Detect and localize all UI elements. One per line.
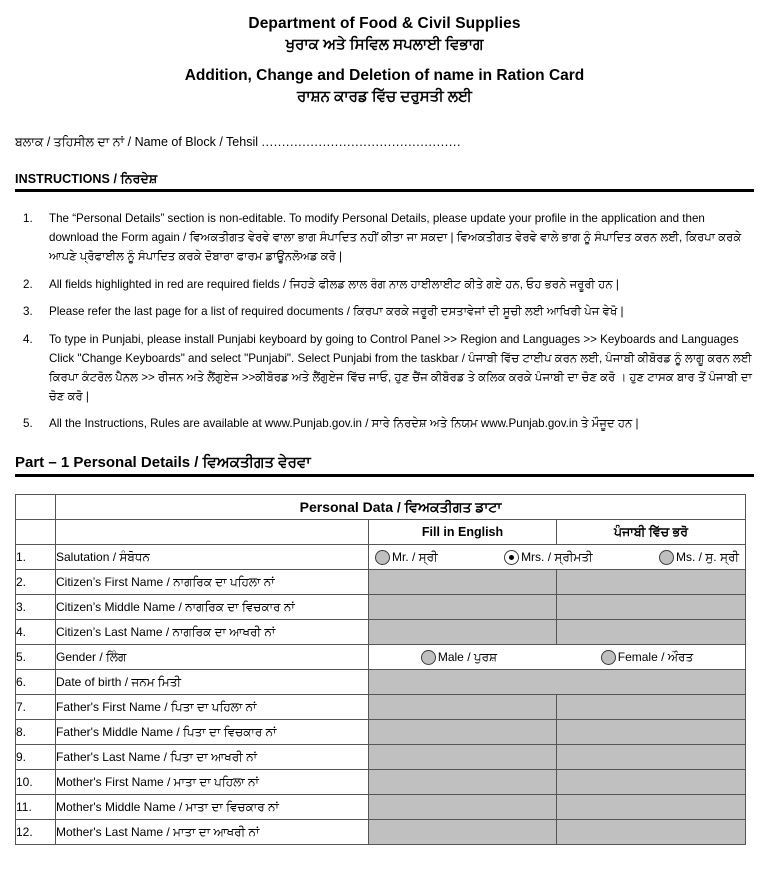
row-number: 8. <box>16 720 56 745</box>
father-last-name-punjabi-field[interactable] <box>557 745 746 770</box>
row-number: 3. <box>16 595 56 620</box>
row-number: 2. <box>16 570 56 595</box>
father-middle-name-english-field[interactable] <box>369 720 557 745</box>
instructions-heading-block <box>15 172 754 192</box>
table-row <box>16 795 746 820</box>
table-row <box>16 695 746 720</box>
row-number: 10. <box>16 770 56 795</box>
banner-empty-cell <box>16 495 56 520</box>
form-title-punjabi: ਰਾਸ਼ਨ ਕਾਰਡ ਵਿੱਚ ਦਰੁਸਤੀ ਲਈ <box>297 88 472 106</box>
personal-data-banner: Personal Data / ਵਿਅਕਤੀਗਤ ਡਾਟਾ <box>56 495 746 520</box>
block-tehsil-dotted-field[interactable]: ................................................. <box>261 135 462 150</box>
table-row <box>16 670 746 695</box>
instruction-number: 5. <box>23 417 33 431</box>
row-label: Mother's Middle Name / ਮਾਤਾ ਦਾ ਵਿਚਕਾਰ ਨਾਂ <box>56 795 369 820</box>
row-number: 9. <box>16 745 56 770</box>
table-row <box>16 720 746 745</box>
citizen-first-name-punjabi-field[interactable] <box>557 570 746 595</box>
radio-icon[interactable] <box>375 550 390 565</box>
row-number: 4. <box>16 620 56 645</box>
row-label: Date of birth / ਜਨਮ ਮਿਤੀ <box>56 670 369 695</box>
row-label: Gender / ਲਿੰਗ <box>56 645 369 670</box>
citizen-first-name-english-field[interactable] <box>369 570 557 595</box>
instruction-number: 4. <box>23 333 33 347</box>
salutation-option-mr[interactable] <box>375 550 438 565</box>
radio-icon[interactable] <box>421 650 436 665</box>
instruction-item <box>15 210 754 266</box>
part1-divider <box>15 474 754 477</box>
instruction-number: 1. <box>23 212 33 226</box>
father-middle-name-punjabi-field[interactable] <box>557 720 746 745</box>
row-number: 7. <box>16 695 56 720</box>
row-number: 6. <box>16 670 56 695</box>
department-title-english: Department of Food & Civil Supplies <box>248 15 521 32</box>
instruction-number: 2. <box>23 277 33 291</box>
row-number: 11. <box>16 795 56 820</box>
form-title-english: Addition, Change and Deletion of name in Ration Card <box>184 67 585 85</box>
table-row <box>16 620 746 645</box>
personal-data-table <box>15 494 746 845</box>
gender-option-label: Female / ਔਰਤ <box>617 649 694 664</box>
instruction-item <box>15 331 754 406</box>
block-tehsil-label: ਬਲਾਕ / ਤਹਿਸੀਲ ਦਾ ਨਾਂ / Name of Block / Tehsil <box>15 135 262 150</box>
instruction-text: All fields highlighted in red are required fields / ਜਿਹੜੇ ਫੀਲਡ ਲਾਲ ਰੰਗ ਨਾਲ ਹਾਈਲਾਈਟ ਕੀਤੇ ਗਏ ਹਨ, ਓਹ ਭਰਨੇ ਜਰੂਰੀ ਹਨ | <box>49 277 619 291</box>
salutation-option-ms[interactable] <box>659 550 739 565</box>
salutation-option-label: Mr. / ਸ੍ਰੀ <box>392 549 438 564</box>
citizen-middle-name-english-field[interactable] <box>369 595 557 620</box>
part1-heading: Part – 1 Personal Details / ਵਿਅਕਤੀਗਤ ਵੇਰਵਾ <box>15 454 311 472</box>
instruction-text: To type in Punjabi, please install Punjabi keyboard by going to Control Panel >> Region and Languages >> Keyboards and Languages Click "Change Keyboards" and select "Punjabi". Select Punjabi from the taskbar / ਪੰਜਾਬੀ ਵਿੱਚ ਟਾਈਪ ਕਰਨ ਲਈ, ਪੰਜਾਬੀ ਕੀਬੋਰਡ ਨੂੰ ਲਾਗੂ ਕਰਨ ਲਈ ਕਿਰਪਾ ਕੰਟਰੋਲ ਪੈਨਲ >> ਰੀਜਨ ਅਤੇ ਲੈਂਗੁਏਜ >>ਕੀਬੋਰਡ ਅਤੇ ਲੈਂਗੁਏਜ ਵਿੱਚ ਜਾਓ, ਹੁਣ ਚੈਂਜ ਕੀਬੋਰਡ ਤੇ ਕਲਿਕ ਕਰਕੇ ਪੰਜਾਬੀ ਦਾ ਚੋਣ ਕਰੋ । ਹੁਣ ਟਾਸਕ ਬਾਰ ਤੋਂ ਪੰਜਾਬੀ ਦਾ ਚੋਣ ਕਰੋ | <box>49 333 752 403</box>
instruction-item <box>15 303 754 322</box>
table-row <box>16 645 746 670</box>
table-row <box>16 545 746 570</box>
mother-first-name-english-field[interactable] <box>369 770 557 795</box>
part1-heading-block <box>15 454 754 477</box>
father-last-name-english-field[interactable] <box>369 745 557 770</box>
row-label: Citizen’s First Name / ਨਾਗਰਿਕ ਦਾ ਪਹਿਲਾ ਨਾਂ <box>56 570 369 595</box>
table-row <box>16 595 746 620</box>
block-tehsil-line <box>15 135 754 150</box>
row-label: Mother's First Name / ਮਾਤਾ ਦਾ ਪਹਿਲਾ ਨਾਂ <box>56 770 369 795</box>
table-row <box>16 770 746 795</box>
salutation-radio-group[interactable] <box>369 545 746 570</box>
gender-option-female[interactable] <box>601 650 693 665</box>
row-label: Salutation / ਸੰਬੋਧਨ <box>56 545 369 570</box>
row-label: Father's Middle Name / ਪਿਤਾ ਦਾ ਵਿਚਕਾਰ ਨਾਂ <box>56 720 369 745</box>
row-label: Mother's Last Name / ਮਾਤਾ ਦਾ ਆਖਰੀ ਨਾਂ <box>56 820 369 845</box>
instructions-divider <box>15 189 754 192</box>
gender-option-male[interactable] <box>421 650 497 665</box>
father-first-name-punjabi-field[interactable] <box>557 695 746 720</box>
radio-selected-icon[interactable] <box>504 550 519 565</box>
mother-middle-name-punjabi-field[interactable] <box>557 795 746 820</box>
instructions-heading: INSTRUCTIONS / ਨਿਰਦੇਸ਼ <box>15 172 158 187</box>
column-header-punjabi: ਪੰਜਾਬੀ ਵਿੱਚ ਭਰੋ <box>557 520 746 545</box>
instruction-item <box>15 415 754 434</box>
row-number: 5. <box>16 645 56 670</box>
gender-option-label: Male / ਪੁਰਸ਼ <box>437 649 498 664</box>
row-label: Father's Last Name / ਪਿਤਾ ਦਾ ਆਖਰੀ ਨਾਂ <box>56 745 369 770</box>
instruction-number: 3. <box>23 305 33 319</box>
mother-last-name-english-field[interactable] <box>369 820 557 845</box>
instruction-text: The “Personal Details” section is non-editable. To modify Personal Details, please update your profile in the application and then download the Form again / ਵਿਅਕਤੀਗਤ ਵੇਰਵੇ ਵਾਲਾ ਭਾਗ ਸੰਪਾਦਿਤ ਨਹੀਂ ਕੀਤਾ ਜਾ ਸਕਦਾ | ਵਿਅਕਤੀਗਤ ਵੇਰਵੇ ਵਾਲੇ ਭਾਗ ਨੂੰ ਸੰਪਾਦਿਤ ਕਰਨ ਲਈ, ਕਿਰਪਾ ਕਰਕੇ ਆਪਣੇ ਪ੍ਰੋਫਾਈਲ ਨੂੰ ਸੰਪਾਦਿਤ ਕਰਕੇ ਦੋਬਾਰਾ ਫਾਰਮ ਡਾਊਨਲੋਅਡ ਕਰੋ | <box>49 212 742 263</box>
column-header-english: Fill in English <box>369 520 557 545</box>
citizen-last-name-english-field[interactable] <box>369 620 557 645</box>
citizen-middle-name-punjabi-field[interactable] <box>557 595 746 620</box>
table-row <box>16 570 746 595</box>
table-banner-row <box>16 495 746 520</box>
instruction-text: Please refer the last page for a list of required documents / ਕਿਰਪਾ ਕਰਕੇ ਜਰੂਰੀ ਦਸਤਾਵੇਜਾਂ ਦੀ ਸੂਚੀ ਲਈ ਆਖਿਰੀ ਪੇਜ ਵੇਖੋ | <box>49 305 624 319</box>
radio-icon[interactable] <box>659 550 674 565</box>
salutation-option-label: Ms. / ਸੁ. ਸ੍ਰੀ <box>675 549 740 564</box>
mother-last-name-punjabi-field[interactable] <box>557 820 746 845</box>
mother-first-name-punjabi-field[interactable] <box>557 770 746 795</box>
row-label: Citizen’s Middle Name / ਨਾਗਰਿਕ ਦਾ ਵਿਚਕਾਰ ਨਾਂ <box>56 595 369 620</box>
salutation-option-label: Mrs. / ਸ੍ਰੀਮਤੀ <box>521 549 593 564</box>
instructions-list <box>15 210 754 434</box>
date-of-birth-field[interactable] <box>369 670 746 695</box>
row-label: Father's First Name / ਪਿਤਾ ਦਾ ਪਹਿਲਾ ਨਾਂ <box>56 695 369 720</box>
gender-radio-group[interactable] <box>369 645 746 670</box>
radio-icon[interactable] <box>601 650 616 665</box>
row-number: 1. <box>16 545 56 570</box>
instruction-item <box>15 276 754 295</box>
mother-middle-name-english-field[interactable] <box>369 795 557 820</box>
row-label: Citizen’s Last Name / ਨਾਗਰਿਕ ਦਾ ਆਖਰੀ ਨਾਂ <box>56 620 369 645</box>
table-column-header-row <box>16 520 746 545</box>
salutation-option-mrs[interactable] <box>504 550 593 565</box>
department-title-punjabi: ਖੁਰਾਕ ਅਤੇ ਸਿਵਿਲ ਸਪਲਾਈ ਵਿਭਾਗ <box>285 35 484 53</box>
citizen-last-name-punjabi-field[interactable] <box>557 620 746 645</box>
instruction-text: All the Instructions, Rules are available at www.Punjab.gov.in / ਸਾਰੇ ਨਿਰਦੇਸ਼ ਅਤੇ ਨਿਯਮ www.Punjab.gov.in ਤੇ ਮੌਜੂਦ ਹਨ | <box>49 417 639 431</box>
colhead-empty-num <box>16 520 56 545</box>
row-number: 12. <box>16 820 56 845</box>
table-row <box>16 820 746 845</box>
father-first-name-english-field[interactable] <box>369 695 557 720</box>
colhead-empty-label <box>56 520 369 545</box>
document-header <box>15 0 754 107</box>
table-row <box>16 745 746 770</box>
